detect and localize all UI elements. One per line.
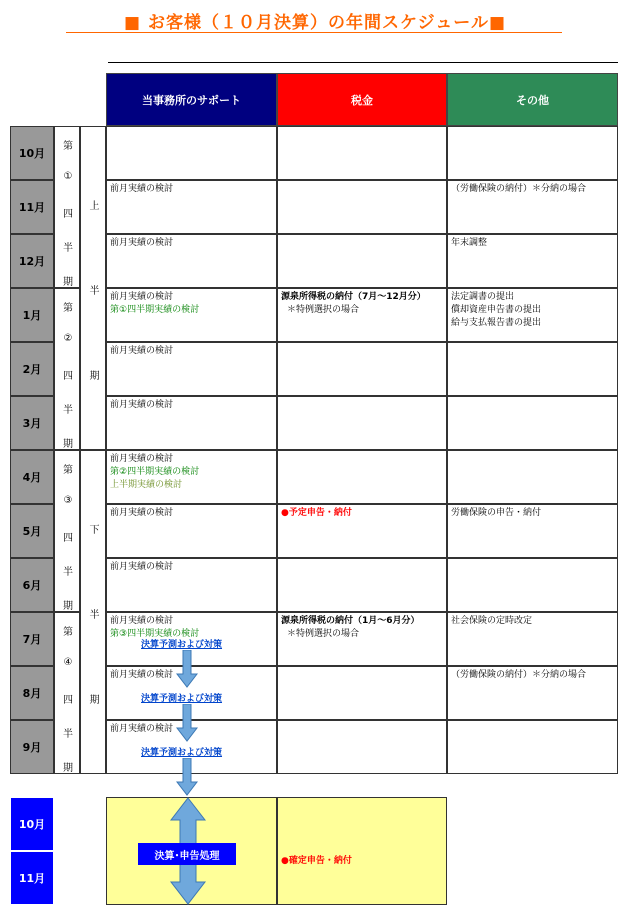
- quarter-char: 第: [63, 303, 73, 314]
- down-arrow-icon: [176, 704, 198, 742]
- quarter-column: [54, 288, 80, 450]
- quarter-char: 第: [63, 465, 73, 476]
- other-cell: [447, 450, 618, 504]
- support-cell: [106, 288, 277, 342]
- quarter-char: 四: [63, 533, 73, 544]
- quarter-char: ④: [63, 657, 73, 668]
- quarter-char: 四: [63, 209, 73, 220]
- header-other: その他: [447, 73, 618, 126]
- tax-cell: [277, 720, 447, 774]
- other-item: 法定調書の提出: [451, 292, 515, 302]
- month-label: 3月: [10, 396, 54, 450]
- quarter-char: 第: [63, 627, 73, 638]
- month-label: 11月: [10, 180, 54, 234]
- other-cell: [447, 396, 618, 450]
- other-cell: [447, 126, 618, 180]
- tax-cell: [277, 288, 447, 342]
- quarter-column: [54, 612, 80, 774]
- down-arrow-icon: [176, 650, 198, 688]
- other-item: 年末調整: [451, 238, 488, 248]
- other-item: 労働保険の申告・納付: [451, 508, 542, 518]
- month-label: 12月: [10, 234, 54, 288]
- support-item: 第①四半期実績の検討: [110, 305, 200, 315]
- page-title: ■ お客様（１０月決算）の年間スケジュール■: [123, 13, 507, 33]
- down-arrow-icon: [176, 758, 198, 796]
- month-label: 2月: [10, 342, 54, 396]
- quarter-char: 半: [63, 729, 73, 740]
- tax-cell: [277, 234, 447, 288]
- half-year-char: 期: [89, 695, 100, 706]
- tax-cell: [277, 612, 447, 666]
- support-cell: [106, 504, 277, 558]
- half-year-column: [80, 450, 106, 774]
- month-label: 9月: [10, 720, 54, 774]
- tax-item: ＊特例選択の場合: [287, 305, 360, 315]
- support-item: 前月実績の検討: [110, 562, 174, 572]
- tax-cell: [277, 558, 447, 612]
- quarter-char: 半: [63, 567, 73, 578]
- tax-cell: [277, 342, 447, 396]
- month-label: 8月: [10, 666, 54, 720]
- other-cell: [447, 720, 618, 774]
- support-cell: [106, 126, 277, 180]
- support-item: 上半期実績の検討: [110, 480, 183, 490]
- support-cell: [106, 450, 277, 504]
- tax-item: 源泉所得税の納付（7月～12月分）: [281, 292, 426, 302]
- other-cell: [447, 288, 618, 342]
- support-cell: [106, 558, 277, 612]
- quarter-char: 期: [63, 277, 73, 288]
- final-month-11: 11月: [10, 851, 54, 905]
- support-item: 前月実績の検討: [110, 670, 174, 680]
- quarter-char: 第: [63, 141, 73, 152]
- support-item: 前月実績の検討: [110, 346, 174, 356]
- other-cell: [447, 342, 618, 396]
- half-year-char: 下: [89, 525, 100, 536]
- support-cell: [106, 180, 277, 234]
- document-rule: [108, 62, 618, 63]
- support-item: 前月実績の検討: [110, 292, 174, 302]
- quarter-char: ③: [63, 495, 73, 506]
- tax-item: 源泉所得税の納付（1月～6月分）: [281, 616, 420, 626]
- other-item: 償却資産申告書の提出: [451, 305, 542, 315]
- other-item: （労働保険の納付）＊分納の場合: [451, 670, 587, 680]
- support-item: 第③四半期実績の検討: [110, 629, 200, 639]
- tax-cell: [277, 126, 447, 180]
- settlement-forecast-link[interactable]: 決算予測および対策: [141, 694, 223, 704]
- tax-cell: [277, 666, 447, 720]
- support-cell: [106, 342, 277, 396]
- half-year-char: 半: [89, 286, 100, 297]
- month-label: 7月: [10, 612, 54, 666]
- quarter-char: ①: [63, 171, 73, 182]
- other-item: 社会保険の定時改定: [451, 616, 533, 626]
- support-item: 前月実績の検討: [110, 184, 174, 194]
- quarter-char: 期: [63, 601, 73, 612]
- other-cell: [447, 180, 618, 234]
- support-item: 前月実績の検討: [110, 238, 174, 248]
- quarter-char: 四: [63, 695, 73, 706]
- tax-cell: [277, 450, 447, 504]
- quarter-char: 四: [63, 371, 73, 382]
- quarter-char: 期: [63, 763, 73, 774]
- other-cell: [447, 504, 618, 558]
- final-tax-cell: [277, 797, 447, 905]
- support-item: 前月実績の検討: [110, 724, 174, 734]
- tax-item: ＊特例選択の場合: [287, 629, 360, 639]
- settlement-forecast-link[interactable]: 決算予測および対策: [141, 748, 223, 758]
- support-item: 前月実績の検討: [110, 616, 174, 626]
- final-tax-text: ●確定申告・納付: [281, 856, 352, 866]
- title-underline: [66, 32, 562, 33]
- header-tax: 税金: [277, 73, 447, 126]
- half-year-char: 半: [89, 610, 100, 621]
- tax-cell: [277, 180, 447, 234]
- month-label: 4月: [10, 450, 54, 504]
- other-cell: [447, 234, 618, 288]
- other-cell: [447, 558, 618, 612]
- process-label: 決算･申告処理: [138, 843, 236, 865]
- other-cell: [447, 666, 618, 720]
- other-cell: [447, 612, 618, 666]
- header-support: 当事務所のサポート: [106, 73, 277, 126]
- final-month-10: 10月: [10, 797, 54, 851]
- support-item: 前月実績の検討: [110, 400, 174, 410]
- half-year-char: 期: [89, 371, 100, 382]
- month-label: 6月: [10, 558, 54, 612]
- tax-item: ●予定申告・納付: [281, 508, 352, 518]
- month-label: 10月: [10, 126, 54, 180]
- tax-cell: [277, 396, 447, 450]
- half-year-char: 上: [89, 201, 100, 212]
- quarter-char: 期: [63, 439, 73, 450]
- settlement-forecast-link[interactable]: 決算予測および対策: [141, 640, 223, 650]
- half-year-column: [80, 126, 106, 450]
- tax-cell: [277, 504, 447, 558]
- support-cell: [106, 234, 277, 288]
- support-item: 前月実績の検討: [110, 454, 174, 464]
- support-cell: [106, 396, 277, 450]
- other-item: （労働保険の納付）＊分納の場合: [451, 184, 587, 194]
- other-item: 給与支払報告書の提出: [451, 318, 542, 328]
- quarter-char: 半: [63, 243, 73, 254]
- support-item: 前月実績の検討: [110, 508, 174, 518]
- quarter-column: [54, 450, 80, 612]
- month-label: 5月: [10, 504, 54, 558]
- quarter-column: [54, 126, 80, 288]
- quarter-char: ②: [63, 333, 73, 344]
- month-label: 1月: [10, 288, 54, 342]
- quarter-char: 半: [63, 405, 73, 416]
- support-item: 第②四半期実績の検討: [110, 467, 200, 477]
